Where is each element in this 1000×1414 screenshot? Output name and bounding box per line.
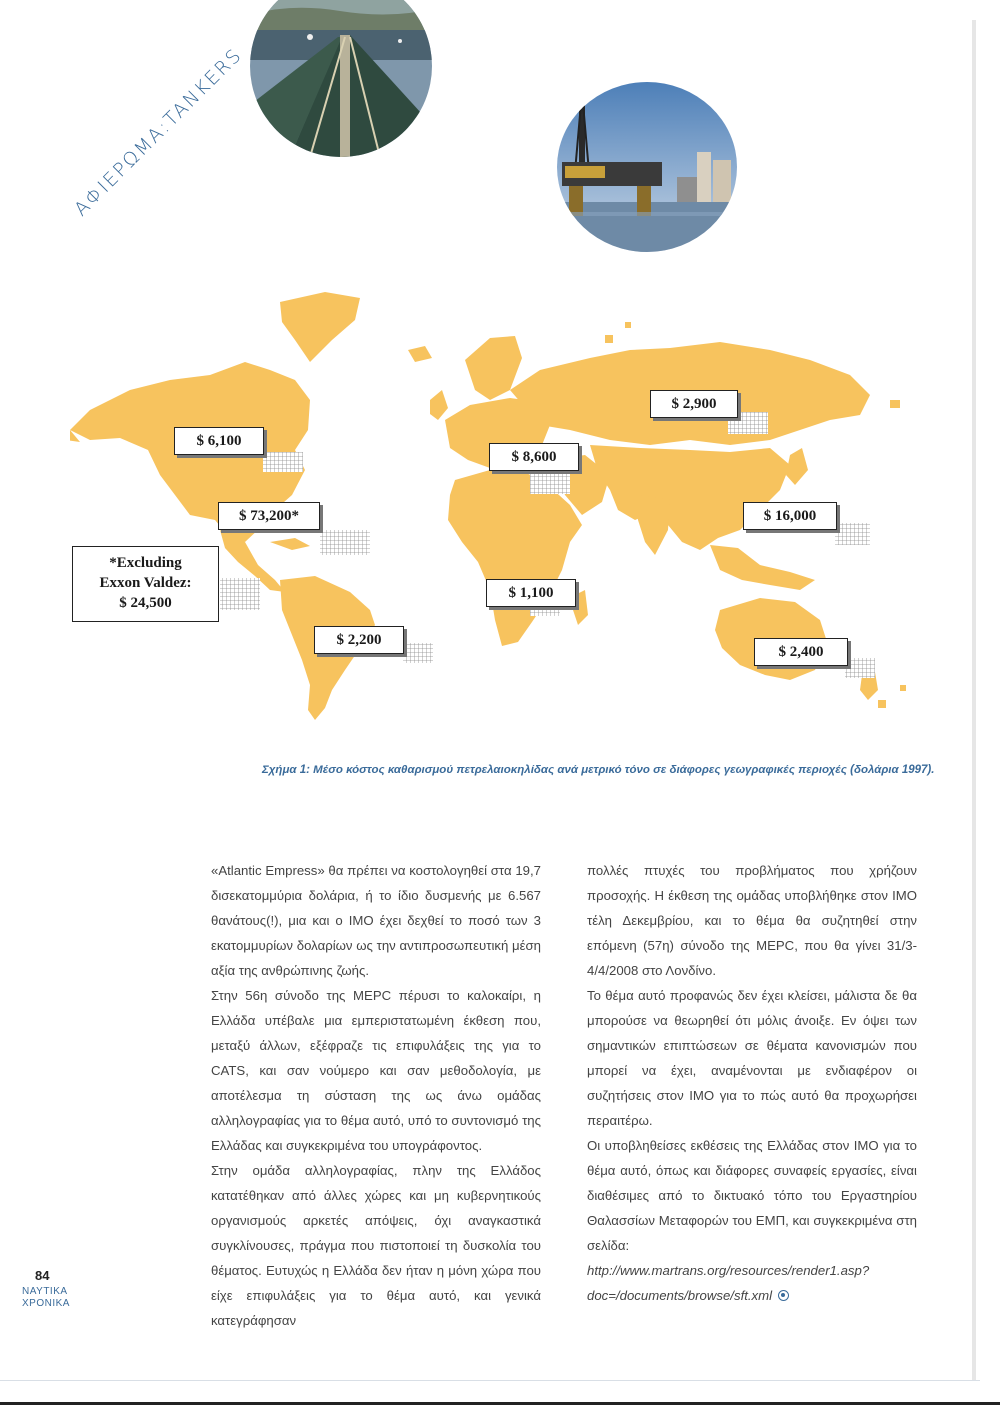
note-line-2: Exxon Valdez:: [99, 575, 192, 591]
paragraph: Οι υποβληθείσες εκθέσεις της Ελλάδας στον ΙΜΟ για το θέμα αυτό, όπως και διάφορες συναφείς εργασίες, είναι διαθέσιμες από το δικτυακό τόπο του Εργαστηρίου Θαλασσίων Μεταφορών του ΕΜΠ, και συγκεκριμένα στη σελίδα:: [587, 1138, 917, 1253]
asia: [590, 445, 790, 550]
url-paragraph: [587, 1258, 917, 1308]
japan: [786, 448, 808, 485]
paragraph: πολλές πτυχές του προβλήματος που χρήζουν προσοχής. Η έκθεση της ομάδας υποβλήθηκε στον ΙΜΟ τέλη Δεκεμβρίου, και το θέμα θα συζητηθεί στην επόμενη (57η) σύνοδο της MEPC, που θα γίνει 31/3-4/4/2008 στο Λονδίνο.: [587, 863, 917, 978]
resource-url: http://www.martrans.org/resources/render1.asp?doc=/documents/browse/sft.xml: [587, 1263, 870, 1303]
cost-label-oceania: $ 2,400: [754, 638, 848, 666]
shadow-europe: [530, 474, 570, 494]
section-label: ΑΦΙΕΡΩΜΑ:TANKERS: [70, 43, 247, 221]
page-edge: [972, 20, 976, 1380]
page-number: 84: [35, 1268, 50, 1283]
shadow-usa: [320, 530, 370, 555]
bottom-rule-faint: [0, 1380, 980, 1381]
oil-rig-photo: [557, 82, 737, 252]
greenland: [280, 292, 360, 362]
india: [635, 495, 670, 555]
body-column-left: [211, 858, 541, 1333]
note-line-3: $ 24,500: [119, 595, 172, 611]
end-of-article-icon: [778, 1290, 789, 1301]
africa: [448, 470, 582, 646]
magazine-line-1: ΝΑΥΤΙΚΑ: [22, 1286, 68, 1297]
shadow-note: [220, 578, 260, 610]
cost-label-europe: $ 8,600: [489, 443, 579, 471]
cost-label-usa: $ 73,200*: [218, 502, 320, 530]
shadow-north-america: [263, 452, 303, 472]
bottom-rule: [0, 1402, 1000, 1405]
paragraph: Στην 56η σύνοδο της MEPC πέρυσι το καλοκαίρι, η Ελλάδα υπέβαλε μια εμπεριστατωμένη έκθεση που, μεταξύ άλλων, εξέφραζε τις επιφυλάξεις της για το CATS, και σαν νούμερο και σαν μεθοδολογία, με αποτέλεσμα τη σύσταση της ως άνω ομάδας αλληλογραφίας για το θέμα αυτό, υπό το συντονισμό της Ελλάδας και συγκεκριμένα του υπογράφοντος.: [211, 988, 541, 1153]
magazine-line-2: ΧΡΟΝΙΚΑ: [22, 1298, 70, 1309]
note-line-1: *Excluding: [109, 555, 182, 571]
iceland: [408, 346, 432, 362]
uk: [430, 390, 448, 420]
exxon-valdez-note: [72, 546, 219, 622]
magazine-name: [22, 1286, 70, 1310]
cost-label-north-america: $ 6,100: [174, 427, 264, 455]
shadow-oceania: [845, 658, 875, 678]
tanker-deck-photo: [250, 0, 432, 157]
southeast-asia: [710, 545, 815, 590]
figure-caption: Σχήμα 1: Μέσο κόστος καθαρισμού πετρελαιοκηλίδας ανά μετρικό τόνο σε διάφορες γεωγραφικές περιοχές (δολάρια 1997).: [262, 764, 935, 776]
shadow-asia: [835, 523, 870, 545]
cost-label-russia: $ 2,900: [650, 390, 738, 418]
cost-label-africa: $ 1,100: [486, 579, 576, 607]
paragraph: «Atlantic Empress» θα πρέπει να κοστολογηθεί στα 19,7 δισεκατομμύρια δολάρια, ή το ίδιο δυσμενής με 6.567 θανάτους(!), μια και ο ΙΜΟ έχει δεχθεί το ποσό των 3 εκατομμυρίων δολαρίων ως την αντιπροσωπευτική μέση αξία της ανθρώπινης ζωής.: [211, 863, 541, 978]
paragraph: Το θέμα αυτό προφανώς δεν έχει κλείσει, μάλιστα δε θα μπορούσε να θεωρηθεί ότι μόλις άνοιξε. Εν όψει των σημαντικών επιπτώσεων σε θέματα κανονισμών που μπορεί να έχει, αναμένονται με ενδιαφέρον οι συζητήσεις στον ΙΜΟ για το πώς αυτό θα προχωρήσει περαιτέρω.: [587, 988, 917, 1128]
cost-label-asia: $ 16,000: [743, 502, 837, 530]
caribbean: [270, 538, 310, 550]
paragraph: Στην ομάδα αλληλογραφίας, πλην της Ελλάδος κατατέθηκαν από άλλες χώρες και μη κυβερνητικούς οργανισμούς αρκετές απόψεις, όχι αναγκαστικά συγκλίνουσες, πράγμα που πιστοποιεί τη δυσκολία του θέματος. Ευτυχώς η Ελλάδα δεν ήταν η μόνη χώρα που είχε επιφυλάξεις για το θέμα αυτό, και γενικά κατεγράφησαν: [211, 1163, 541, 1328]
body-column-right: [587, 858, 917, 1308]
cost-label-south-america: $ 2,200: [314, 626, 404, 654]
shadow-south-america: [403, 643, 433, 663]
